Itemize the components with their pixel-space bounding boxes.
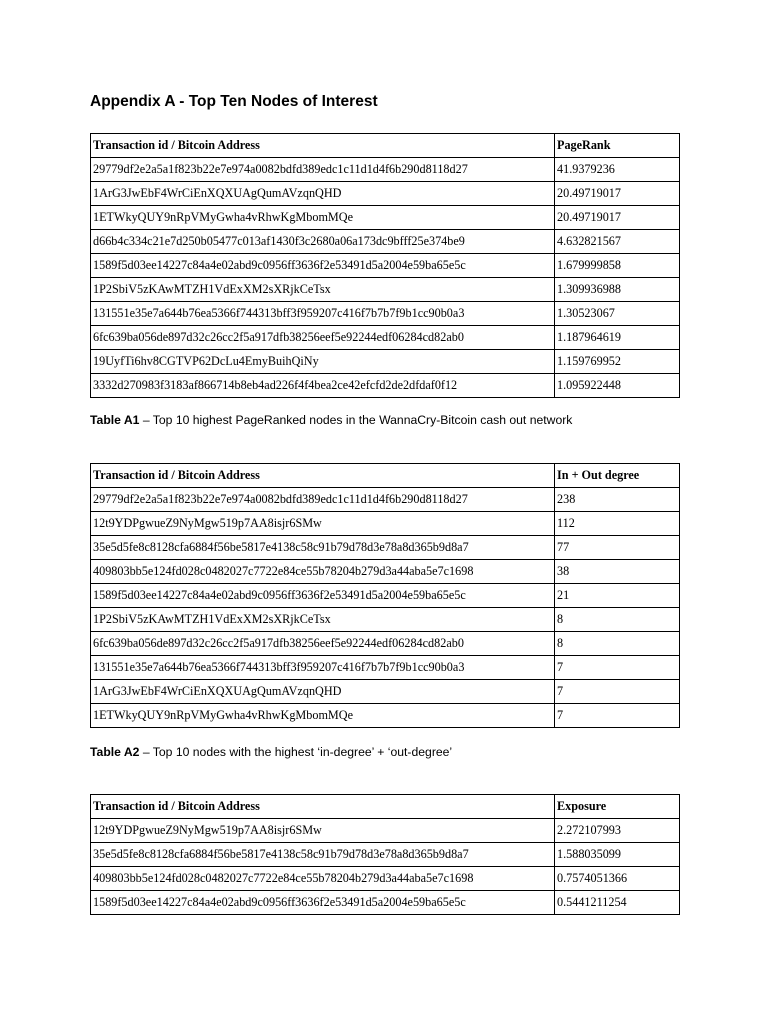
address-cell: 19UyfTi6hv8CGTVP62DcLu4EmyBuihQiNy bbox=[91, 350, 555, 374]
caption-label: Table A2 bbox=[90, 745, 140, 759]
address-cell: 1ETWkyQUY9nRpVMyGwha4vRhwKgMbomMQe bbox=[91, 704, 555, 728]
metric-cell: 8 bbox=[555, 632, 680, 656]
address-cell: d66b4c334c21e7d250b05477c013af1430f3c2680a06a173dc9bfff25e374be9 bbox=[91, 230, 555, 254]
address-cell: 12t9YDPgwueZ9NyMgw519p7AA8isjr6SMw bbox=[91, 512, 555, 536]
address-cell: 35e5d5fe8c8128cfa6884f56be5817e4138c58c91b79d78d3e78a8d365b9d8a7 bbox=[91, 843, 555, 867]
table-row bbox=[91, 891, 680, 915]
address-cell: 1ETWkyQUY9nRpVMyGwha4vRhwKgMbomMQe bbox=[91, 206, 555, 230]
column-header-metric: Exposure bbox=[555, 795, 680, 819]
metric-cell: 8 bbox=[555, 608, 680, 632]
metric-cell: 1.30523067 bbox=[555, 302, 680, 326]
address-cell: 131551e35e7a644b76ea5366f744313bff3f959207c416f7b7b7f9b1cc90b0a3 bbox=[91, 656, 555, 680]
address-cell: 409803bb5e124fd028c0482027c7722e84ce55b78204b279d3a44aba5e7c1698 bbox=[91, 560, 555, 584]
metric-cell: 0.7574051366 bbox=[555, 867, 680, 891]
table-a2-caption bbox=[90, 745, 452, 759]
table-row bbox=[91, 608, 680, 632]
table-row bbox=[91, 488, 680, 512]
metric-cell: 1.309936988 bbox=[555, 278, 680, 302]
address-cell: 1ArG3JwEbF4WrCiEnXQXUAgQumAVzqnQHD bbox=[91, 680, 555, 704]
table-header-row bbox=[91, 795, 680, 819]
metric-cell: 1.588035099 bbox=[555, 843, 680, 867]
column-header-address: Transaction id / Bitcoin Address bbox=[91, 134, 555, 158]
address-cell: 29779df2e2a5a1f823b22e7e974a0082bdfd389edc1c11d1d4f6b290d8118d27 bbox=[91, 488, 555, 512]
table-row bbox=[91, 632, 680, 656]
table-row bbox=[91, 326, 680, 350]
table-row bbox=[91, 584, 680, 608]
exposure-table bbox=[90, 794, 680, 915]
metric-cell: 7 bbox=[555, 680, 680, 704]
metric-cell: 77 bbox=[555, 536, 680, 560]
metric-cell: 4.632821567 bbox=[555, 230, 680, 254]
address-cell: 29779df2e2a5a1f823b22e7e974a0082bdfd389edc1c11d1d4f6b290d8118d27 bbox=[91, 158, 555, 182]
caption-text: – Top 10 highest PageRanked nodes in the WannaCry-Bitcoin cash out network bbox=[139, 413, 573, 427]
table-row bbox=[91, 350, 680, 374]
metric-cell: 1.187964619 bbox=[555, 326, 680, 350]
metric-cell: 112 bbox=[555, 512, 680, 536]
address-cell: 1589f5d03ee14227c84a4e02abd9c0956ff3636f2e53491d5a2004e59ba65e5c bbox=[91, 254, 555, 278]
metric-cell: 41.9379236 bbox=[555, 158, 680, 182]
caption-label: Table A1 bbox=[90, 413, 140, 427]
degree-table bbox=[90, 463, 680, 728]
table-row bbox=[91, 206, 680, 230]
table-row bbox=[91, 680, 680, 704]
metric-cell: 238 bbox=[555, 488, 680, 512]
table-row bbox=[91, 230, 680, 254]
appendix-heading: Appendix A - Top Ten Nodes of Interest bbox=[90, 93, 378, 110]
table-row bbox=[91, 512, 680, 536]
address-cell: 12t9YDPgwueZ9NyMgw519p7AA8isjr6SMw bbox=[91, 819, 555, 843]
metric-cell: 2.272107993 bbox=[555, 819, 680, 843]
metric-cell: 1.679999858 bbox=[555, 254, 680, 278]
column-header-address: Transaction id / Bitcoin Address bbox=[91, 795, 555, 819]
metric-cell: 38 bbox=[555, 560, 680, 584]
table-header-row bbox=[91, 134, 680, 158]
table-row bbox=[91, 843, 680, 867]
table-row bbox=[91, 302, 680, 326]
column-header-metric: PageRank bbox=[555, 134, 680, 158]
table-row bbox=[91, 704, 680, 728]
table-row bbox=[91, 374, 680, 398]
pagerank-table bbox=[90, 133, 680, 398]
address-cell: 6fc639ba056de897d32c26cc2f5a917dfb38256eef5e92244edf06284cd82ab0 bbox=[91, 326, 555, 350]
metric-cell: 1.095922448 bbox=[555, 374, 680, 398]
table-row bbox=[91, 560, 680, 584]
address-cell: 1ArG3JwEbF4WrCiEnXQXUAgQumAVzqnQHD bbox=[91, 182, 555, 206]
address-cell: 409803bb5e124fd028c0482027c7722e84ce55b78204b279d3a44aba5e7c1698 bbox=[91, 867, 555, 891]
table-row bbox=[91, 536, 680, 560]
metric-cell: 20.49719017 bbox=[555, 206, 680, 230]
table-row bbox=[91, 867, 680, 891]
address-cell: 35e5d5fe8c8128cfa6884f56be5817e4138c58c91b79d78d3e78a8d365b9d8a7 bbox=[91, 536, 555, 560]
address-cell: 1589f5d03ee14227c84a4e02abd9c0956ff3636f2e53491d5a2004e59ba65e5c bbox=[91, 891, 555, 915]
metric-cell: 20.49719017 bbox=[555, 182, 680, 206]
column-header-address: Transaction id / Bitcoin Address bbox=[91, 464, 555, 488]
metric-cell: 0.5441211254 bbox=[555, 891, 680, 915]
column-header-metric: In + Out degree bbox=[555, 464, 680, 488]
table-a1-caption bbox=[90, 413, 572, 427]
table-row bbox=[91, 278, 680, 302]
address-cell: 6fc639ba056de897d32c26cc2f5a917dfb38256eef5e92244edf06284cd82ab0 bbox=[91, 632, 555, 656]
metric-cell: 21 bbox=[555, 584, 680, 608]
metric-cell: 7 bbox=[555, 656, 680, 680]
caption-text: – Top 10 nodes with the highest ‘in-degree’ + ‘out-degree’ bbox=[139, 745, 453, 759]
table-header-row bbox=[91, 464, 680, 488]
address-cell: 3332d270983f3183af866714b8eb4ad226f4f4bea2ce42efcfd2de2dfdaf0f12 bbox=[91, 374, 555, 398]
table-row bbox=[91, 254, 680, 278]
table-row bbox=[91, 819, 680, 843]
table-row bbox=[91, 656, 680, 680]
metric-cell: 7 bbox=[555, 704, 680, 728]
address-cell: 1P2SbiV5zKAwMTZH1VdExXM2sXRjkCeTsx bbox=[91, 278, 555, 302]
address-cell: 1589f5d03ee14227c84a4e02abd9c0956ff3636f2e53491d5a2004e59ba65e5c bbox=[91, 584, 555, 608]
address-cell: 131551e35e7a644b76ea5366f744313bff3f959207c416f7b7b7f9b1cc90b0a3 bbox=[91, 302, 555, 326]
metric-cell: 1.159769952 bbox=[555, 350, 680, 374]
table-row bbox=[91, 158, 680, 182]
table-row bbox=[91, 182, 680, 206]
address-cell: 1P2SbiV5zKAwMTZH1VdExXM2sXRjkCeTsx bbox=[91, 608, 555, 632]
